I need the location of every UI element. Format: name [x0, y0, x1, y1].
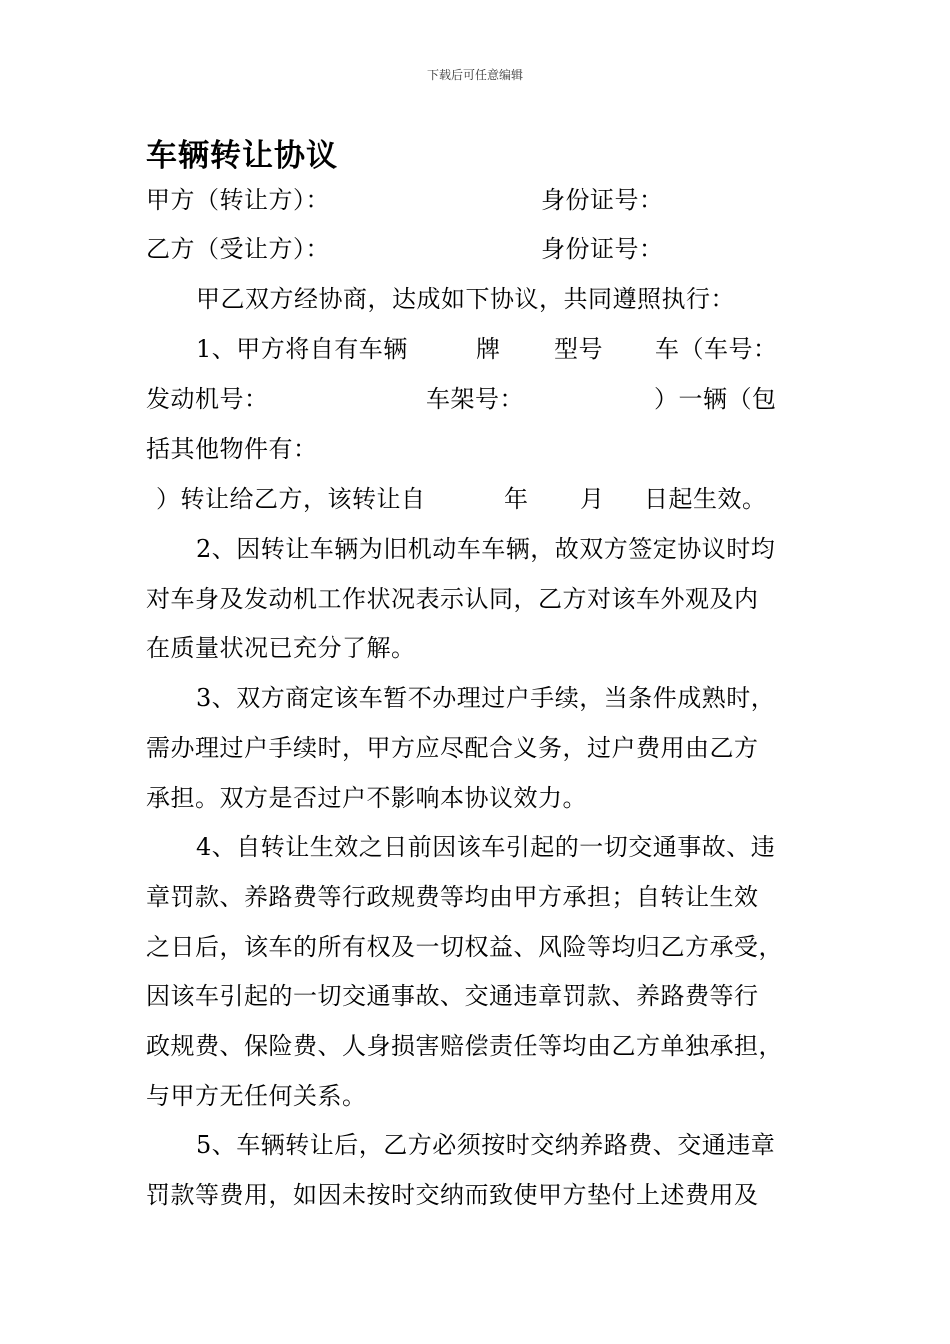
clause1-one-unit-text: ）一辆（包 [654, 385, 777, 413]
clause3-line1: 3、双方商定该车暂不办理过户手续，当条件成熟时， [196, 684, 776, 712]
clause4-line1: 4、自转让生效之日前因该车引起的一切交通事故、违 [196, 833, 776, 861]
clause1-line3: 括其他物件有： [146, 435, 318, 463]
clause4-line3: 之日后，该车的所有权及一切权益、风险等均归乙方承受， [146, 933, 783, 961]
intro-paragraph: 甲乙双方经协商，达成如下协议，共同遵照执行： [196, 285, 735, 313]
clause5-line1: 5、车辆转让后，乙方必须按时交纳养路费、交通违章 [196, 1131, 776, 1159]
clause4-line5: 政规费、保险费、人身损害赔偿责任等均由乙方单独承担， [146, 1032, 783, 1060]
clause1-car-number-text: 车（车号： [655, 335, 778, 363]
party-b-label: 乙方（受让方）： [146, 235, 330, 263]
clause1-vehicle-text: 1、甲方将自有车辆 [196, 335, 408, 363]
party-a-label: 甲方（转让方）： [146, 186, 330, 214]
clause1-frame-label: 车架号： [426, 385, 524, 413]
party-a-id-label: 身份证号： [541, 186, 664, 214]
header-note: 下载后可任意编辑 [426, 68, 523, 82]
clause2-line2: 对车身及发动机工作状况表示认同，乙方对该车外观及内 [146, 585, 759, 613]
clause3-line2: 需办理过户手续时，甲方应尽配合义务，过户费用由乙方 [146, 734, 759, 762]
party-b-id-label: 身份证号： [541, 235, 664, 263]
clause1-plate-text: 牌 [476, 335, 501, 363]
clause1-engine-label: 发动机号： [146, 385, 269, 413]
clause5-line2: 罚款等费用，如因未按时交纳而致使甲方垫付上述费用及 [146, 1181, 759, 1209]
clause1-model-text: 型号 [554, 335, 603, 363]
clause4-line2: 章罚款、养路费等行政规费等均由甲方承担；自转让生效 [146, 883, 759, 911]
clause4-line6: 与甲方无任何关系。 [146, 1082, 367, 1110]
clause3-line3: 承担。双方是否过户不影响本协议效力。 [146, 784, 587, 812]
document-title: 车辆转让协议 [146, 138, 338, 174]
clause4-line4: 因该车引起的一切交通事故、交通违章罚款、养路费等行 [146, 982, 759, 1010]
clause1-year-text: 年 [504, 485, 529, 513]
clause2-line1: 2、因转让车辆为旧机动车车辆，故双方签定协议时均 [196, 535, 776, 563]
clause2-line3: 在质量状况已充分了解。 [146, 634, 416, 662]
clause1-effective-text: 日起生效。 [644, 485, 767, 513]
clause1-month-text: 月 [580, 485, 605, 513]
clause1-transfer-text: ）转让给乙方，该转让自 [156, 485, 426, 513]
